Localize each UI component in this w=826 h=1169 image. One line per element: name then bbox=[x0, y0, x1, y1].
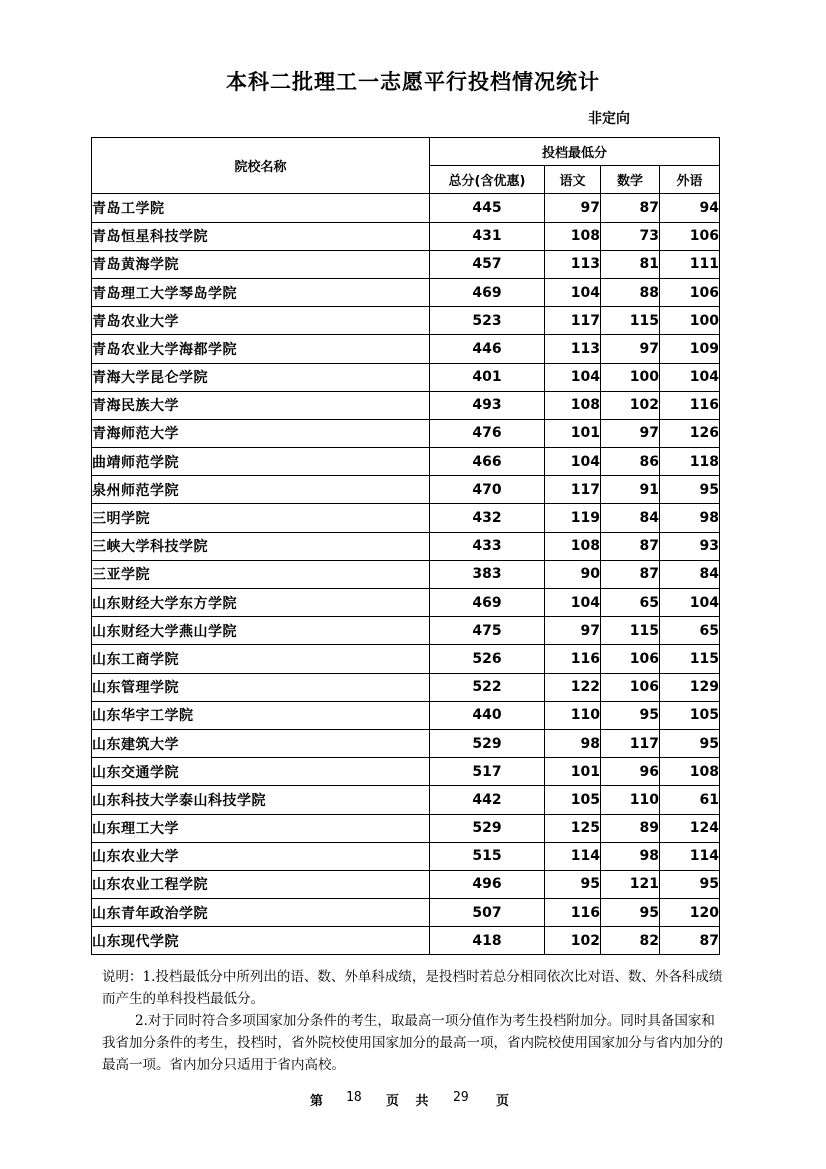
math-score-cell: 95 bbox=[601, 899, 660, 927]
math-score-cell: 97 bbox=[601, 419, 660, 447]
foreign-score-cell: 129 bbox=[660, 673, 720, 701]
foreign-score-cell: 105 bbox=[660, 701, 720, 729]
total-score-cell: 418 bbox=[430, 927, 545, 955]
header-chinese: 语文 bbox=[545, 166, 601, 194]
table-row bbox=[92, 617, 720, 645]
math-score-cell: 65 bbox=[601, 589, 660, 617]
table-row bbox=[92, 278, 720, 306]
table-row bbox=[92, 899, 720, 927]
total-score-cell: 466 bbox=[430, 448, 545, 476]
math-score-cell: 115 bbox=[601, 307, 660, 335]
chinese-score-cell: 125 bbox=[545, 814, 601, 842]
foreign-score-cell: 109 bbox=[660, 335, 720, 363]
table-row bbox=[92, 419, 720, 447]
foreign-score-cell: 95 bbox=[660, 476, 720, 504]
foreign-score-cell: 115 bbox=[660, 645, 720, 673]
school-name-cell: 青岛工学院 bbox=[92, 194, 430, 222]
foreign-score-cell: 104 bbox=[660, 363, 720, 391]
school-name-cell: 山东交通学院 bbox=[92, 758, 430, 786]
math-score-cell: 106 bbox=[601, 645, 660, 673]
total-score-cell: 526 bbox=[430, 645, 545, 673]
table-row bbox=[92, 729, 720, 757]
total-score-cell: 523 bbox=[430, 307, 545, 335]
school-name-cell: 青岛黄海学院 bbox=[92, 250, 430, 278]
table-row bbox=[92, 250, 720, 278]
total-score-cell: 383 bbox=[430, 560, 545, 588]
total-score-cell: 522 bbox=[430, 673, 545, 701]
table-row bbox=[92, 645, 720, 673]
table-row bbox=[92, 476, 720, 504]
chinese-score-cell: 98 bbox=[545, 729, 601, 757]
chinese-score-cell: 113 bbox=[545, 250, 601, 278]
chinese-score-cell: 114 bbox=[545, 842, 601, 870]
math-score-cell: 81 bbox=[601, 250, 660, 278]
table-row bbox=[92, 560, 720, 588]
header-school-name: 院校名称 bbox=[92, 138, 430, 194]
math-score-cell: 96 bbox=[601, 758, 660, 786]
chinese-score-cell: 117 bbox=[545, 476, 601, 504]
table-row bbox=[92, 532, 720, 560]
foreign-score-cell: 111 bbox=[660, 250, 720, 278]
header-math: 数学 bbox=[601, 166, 660, 194]
table-row bbox=[92, 335, 720, 363]
math-score-cell: 102 bbox=[601, 391, 660, 419]
school-name-cell: 青岛农业大学海都学院 bbox=[92, 335, 430, 363]
school-name-cell: 山东现代学院 bbox=[92, 927, 430, 955]
chinese-score-cell: 104 bbox=[545, 278, 601, 306]
total-score-cell: 515 bbox=[430, 842, 545, 870]
school-name-cell: 山东建筑大学 bbox=[92, 729, 430, 757]
school-name-cell: 山东管理学院 bbox=[92, 673, 430, 701]
school-name-cell: 泉州师范学院 bbox=[92, 476, 430, 504]
foreign-score-cell: 106 bbox=[660, 278, 720, 306]
school-name-cell: 山东工商学院 bbox=[92, 645, 430, 673]
foreign-score-cell: 120 bbox=[660, 899, 720, 927]
foreign-score-cell: 61 bbox=[660, 786, 720, 814]
math-score-cell: 84 bbox=[601, 504, 660, 532]
chinese-score-cell: 104 bbox=[545, 363, 601, 391]
chinese-score-cell: 116 bbox=[545, 899, 601, 927]
total-score-cell: 433 bbox=[430, 532, 545, 560]
total-score-cell: 469 bbox=[430, 589, 545, 617]
math-score-cell: 98 bbox=[601, 842, 660, 870]
math-score-cell: 73 bbox=[601, 222, 660, 250]
math-score-cell: 91 bbox=[601, 476, 660, 504]
table-row bbox=[92, 758, 720, 786]
total-score-cell: 432 bbox=[430, 504, 545, 532]
chinese-score-cell: 119 bbox=[545, 504, 601, 532]
school-name-cell: 山东科技大学泰山科技学院 bbox=[92, 786, 430, 814]
chinese-score-cell: 105 bbox=[545, 786, 601, 814]
total-score-cell: 475 bbox=[430, 617, 545, 645]
math-score-cell: 86 bbox=[601, 448, 660, 476]
total-score-cell: 493 bbox=[430, 391, 545, 419]
foreign-score-cell: 104 bbox=[660, 589, 720, 617]
table-row bbox=[92, 589, 720, 617]
school-name-cell: 山东华宇工学院 bbox=[92, 701, 430, 729]
school-name-cell: 山东青年政治学院 bbox=[92, 899, 430, 927]
chinese-score-cell: 104 bbox=[545, 448, 601, 476]
chinese-score-cell: 90 bbox=[545, 560, 601, 588]
school-name-cell: 青岛农业大学 bbox=[92, 307, 430, 335]
foreign-score-cell: 93 bbox=[660, 532, 720, 560]
total-score-cell: 446 bbox=[430, 335, 545, 363]
school-name-cell: 青海师范大学 bbox=[92, 419, 430, 447]
footer-total-pages: 29 bbox=[453, 1090, 469, 1105]
total-score-cell: 445 bbox=[430, 194, 545, 222]
school-name-cell: 青海民族大学 bbox=[92, 391, 430, 419]
school-name-cell: 三峡大学科技学院 bbox=[92, 532, 430, 560]
math-score-cell: 117 bbox=[601, 729, 660, 757]
total-score-cell: 529 bbox=[430, 729, 545, 757]
chinese-score-cell: 101 bbox=[545, 758, 601, 786]
table-row bbox=[92, 448, 720, 476]
table-row bbox=[92, 814, 720, 842]
total-score-cell: 401 bbox=[430, 363, 545, 391]
foreign-score-cell: 116 bbox=[660, 391, 720, 419]
chinese-score-cell: 108 bbox=[545, 532, 601, 560]
math-score-cell: 89 bbox=[601, 814, 660, 842]
chinese-score-cell: 97 bbox=[545, 617, 601, 645]
chinese-score-cell: 104 bbox=[545, 589, 601, 617]
math-score-cell: 121 bbox=[601, 870, 660, 898]
table-row bbox=[92, 870, 720, 898]
table-row bbox=[92, 673, 720, 701]
total-score-cell: 470 bbox=[430, 476, 545, 504]
school-name-cell: 三亚学院 bbox=[92, 560, 430, 588]
table-row bbox=[92, 307, 720, 335]
school-name-cell: 青海大学昆仑学院 bbox=[92, 363, 430, 391]
chinese-score-cell: 108 bbox=[545, 391, 601, 419]
table-row bbox=[92, 786, 720, 814]
table-row bbox=[92, 842, 720, 870]
foreign-score-cell: 106 bbox=[660, 222, 720, 250]
total-score-cell: 529 bbox=[430, 814, 545, 842]
header-total: 总分(含优惠) bbox=[430, 166, 545, 194]
total-score-cell: 469 bbox=[430, 278, 545, 306]
table-row bbox=[92, 927, 720, 955]
school-name-cell: 山东财经大学东方学院 bbox=[92, 589, 430, 617]
page-title: 本科二批理工一志愿平行投档情况统计 bbox=[226, 70, 600, 94]
table-row bbox=[92, 222, 720, 250]
chinese-score-cell: 113 bbox=[545, 335, 601, 363]
table-row bbox=[92, 701, 720, 729]
table-row bbox=[92, 391, 720, 419]
foreign-score-cell: 65 bbox=[660, 617, 720, 645]
total-score-cell: 457 bbox=[430, 250, 545, 278]
admission-score-table bbox=[91, 137, 720, 955]
math-score-cell: 95 bbox=[601, 701, 660, 729]
foreign-score-cell: 108 bbox=[660, 758, 720, 786]
foreign-score-cell: 94 bbox=[660, 194, 720, 222]
school-name-cell: 青岛恒星科技学院 bbox=[92, 222, 430, 250]
notes-section bbox=[102, 966, 724, 1076]
footer-prefix: 第 bbox=[310, 1094, 324, 1109]
footer-mid: 页 共 bbox=[386, 1094, 435, 1109]
math-score-cell: 87 bbox=[601, 560, 660, 588]
math-score-cell: 88 bbox=[601, 278, 660, 306]
chinese-score-cell: 97 bbox=[545, 194, 601, 222]
school-name-cell: 山东财经大学燕山学院 bbox=[92, 617, 430, 645]
chinese-score-cell: 108 bbox=[545, 222, 601, 250]
note-2: 2.对于同时符合多项国家加分条件的考生，取最高一项分值作为考生投档附加分。同时具备国家和我省加分条件的考生，投档时，省外院校使用国家加分的最高一项，省内院校使用国家加分与省内加分的最高一项。省内加分只适用于省内高校。 bbox=[102, 1013, 723, 1073]
foreign-score-cell: 114 bbox=[660, 842, 720, 870]
math-score-cell: 115 bbox=[601, 617, 660, 645]
total-score-cell: 507 bbox=[430, 899, 545, 927]
total-score-cell: 442 bbox=[430, 786, 545, 814]
total-score-cell: 476 bbox=[430, 419, 545, 447]
foreign-score-cell: 84 bbox=[660, 560, 720, 588]
total-score-cell: 496 bbox=[430, 870, 545, 898]
table-row bbox=[92, 363, 720, 391]
math-score-cell: 106 bbox=[601, 673, 660, 701]
math-score-cell: 100 bbox=[601, 363, 660, 391]
school-name-cell: 三明学院 bbox=[92, 504, 430, 532]
chinese-score-cell: 95 bbox=[545, 870, 601, 898]
math-score-cell: 87 bbox=[601, 532, 660, 560]
table-row bbox=[92, 194, 720, 222]
footer-page-number: 18 bbox=[346, 1090, 362, 1105]
foreign-score-cell: 118 bbox=[660, 448, 720, 476]
table-row bbox=[92, 504, 720, 532]
category-label: 非定向 bbox=[588, 111, 630, 127]
chinese-score-cell: 117 bbox=[545, 307, 601, 335]
chinese-score-cell: 122 bbox=[545, 673, 601, 701]
foreign-score-cell: 98 bbox=[660, 504, 720, 532]
foreign-score-cell: 87 bbox=[660, 927, 720, 955]
footer-suffix: 页 bbox=[496, 1094, 510, 1109]
school-name-cell: 曲靖师范学院 bbox=[92, 448, 430, 476]
math-score-cell: 87 bbox=[601, 194, 660, 222]
chinese-score-cell: 116 bbox=[545, 645, 601, 673]
total-score-cell: 431 bbox=[430, 222, 545, 250]
header-foreign: 外语 bbox=[660, 166, 720, 194]
school-name-cell: 山东理工大学 bbox=[92, 814, 430, 842]
school-name-cell: 青岛理工大学琴岛学院 bbox=[92, 278, 430, 306]
school-name-cell: 山东农业大学 bbox=[92, 842, 430, 870]
foreign-score-cell: 124 bbox=[660, 814, 720, 842]
foreign-score-cell: 95 bbox=[660, 870, 720, 898]
chinese-score-cell: 101 bbox=[545, 419, 601, 447]
total-score-cell: 440 bbox=[430, 701, 545, 729]
table-body bbox=[92, 194, 720, 955]
total-score-cell: 517 bbox=[430, 758, 545, 786]
school-name-cell: 山东农业工程学院 bbox=[92, 870, 430, 898]
math-score-cell: 82 bbox=[601, 927, 660, 955]
math-score-cell: 110 bbox=[601, 786, 660, 814]
note-1: 说明：1.投档最低分中所列出的语、数、外单科成绩，是投档时若总分相同依次比对语、数、外各科成绩而产生的单科投档最低分。 bbox=[102, 969, 723, 1007]
math-score-cell: 97 bbox=[601, 335, 660, 363]
header-min-score-group: 投档最低分 bbox=[430, 138, 720, 166]
foreign-score-cell: 100 bbox=[660, 307, 720, 335]
foreign-score-cell: 126 bbox=[660, 419, 720, 447]
foreign-score-cell: 95 bbox=[660, 729, 720, 757]
chinese-score-cell: 110 bbox=[545, 701, 601, 729]
chinese-score-cell: 102 bbox=[545, 927, 601, 955]
